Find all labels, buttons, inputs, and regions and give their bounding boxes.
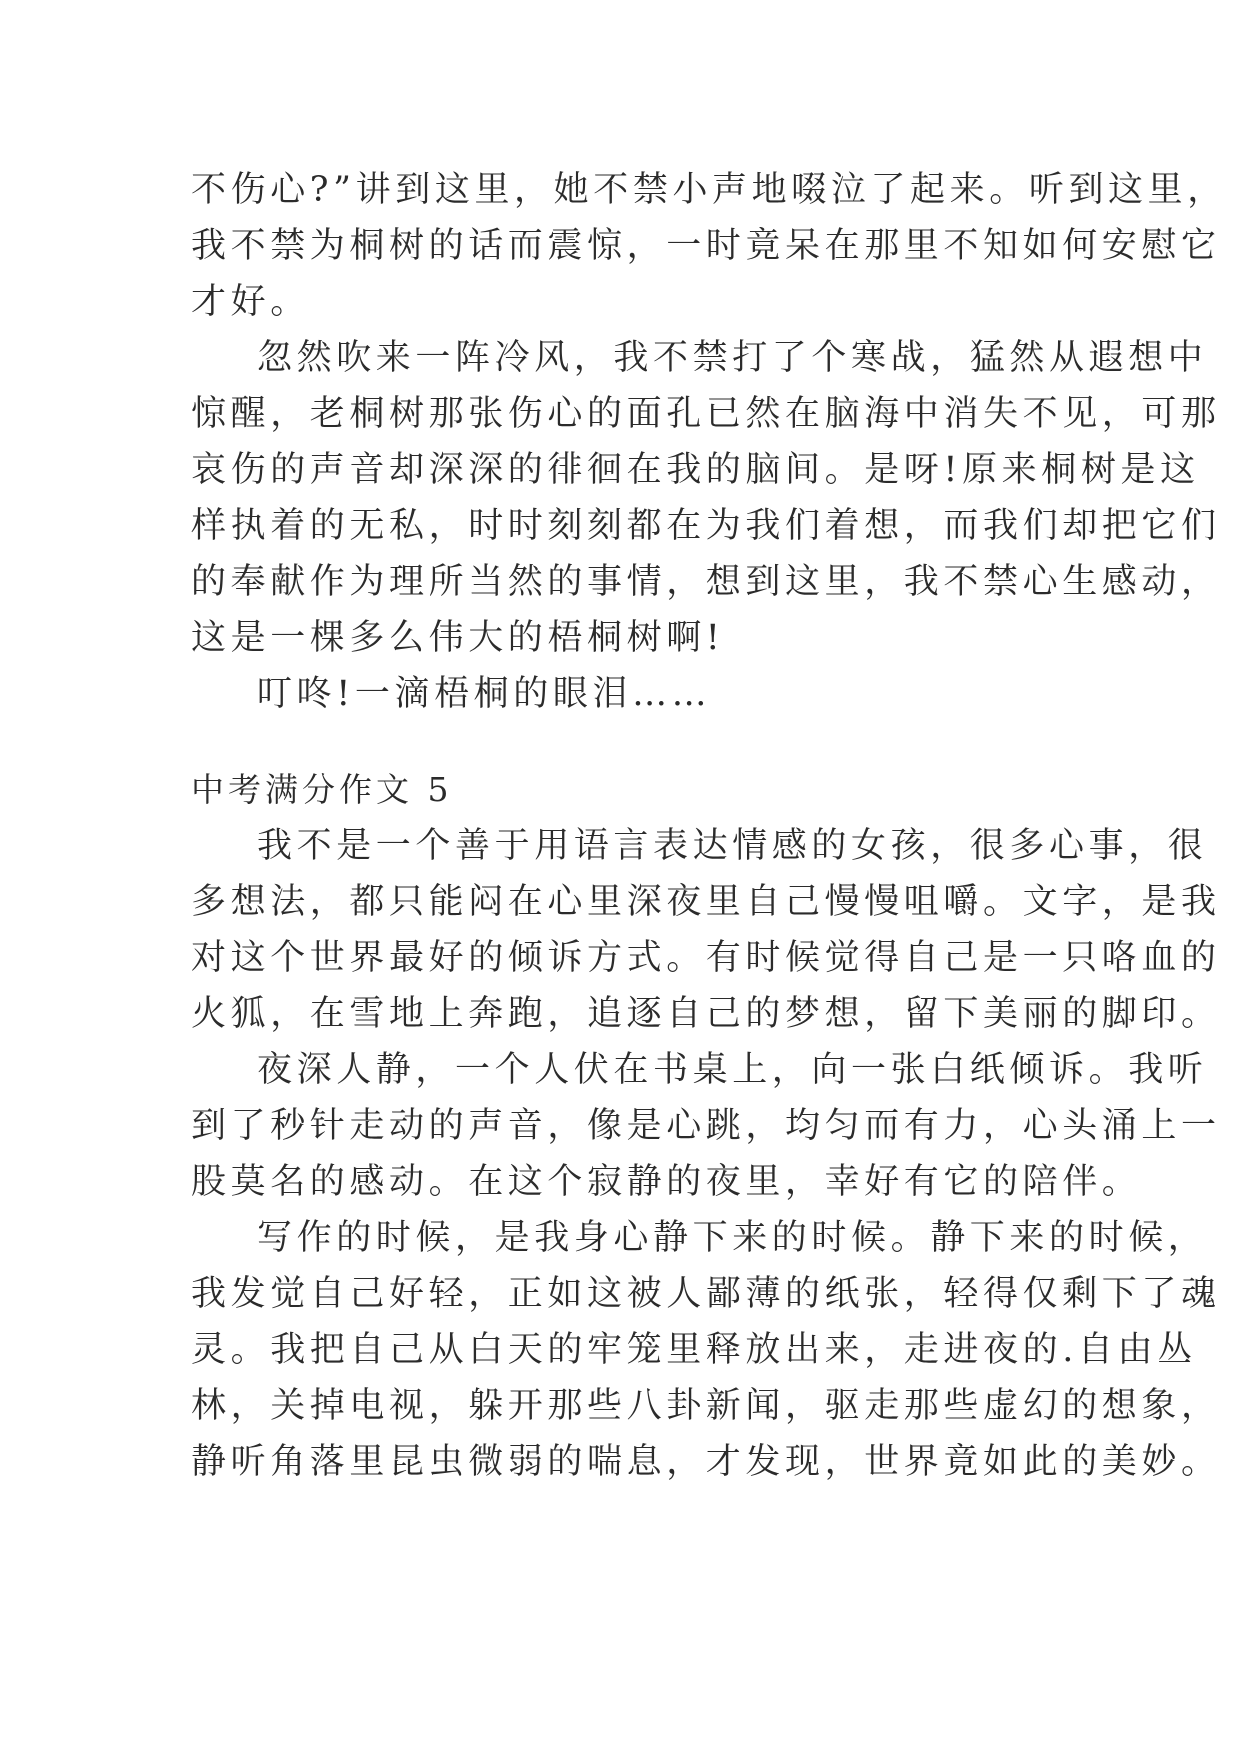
paragraph-line: 静听角落里昆虫微弱的喘息，才发现，世界竟如此的美妙。 — [191, 1442, 1221, 1482]
section-title: 中考满分作文 5 — [191, 770, 453, 809]
paragraph-line: 哀伤的声音却深深的徘徊在我的脑间。是呀!原来桐树是这 — [191, 450, 1200, 490]
paragraph-line: 这是一棵多么伟大的梧桐树啊! — [191, 618, 725, 658]
paragraph-line: 才好。 — [191, 282, 310, 322]
paragraph-first-line: 写作的时候，是我身心静下来的时候。静下来的时候， — [257, 1218, 1208, 1258]
paragraph-line: 火狐，在雪地上奔跑，追逐自己的梦想，留下美丽的脚印。 — [191, 994, 1221, 1034]
paragraph-line: 到了秒针走动的声音，像是心跳，均匀而有力，心头涌上一 — [191, 1106, 1221, 1146]
paragraph-line: 不伤心?”讲到这里，她不禁小声地啜泣了起来。听到这里， — [191, 170, 1227, 210]
paragraph-line: 林，关掉电视，躲开那些八卦新闻，驱走那些虚幻的想象， — [191, 1386, 1221, 1426]
paragraph-line: 多想法，都只能闷在心里深夜里自己慢慢咀嚼。文字，是我 — [191, 882, 1221, 922]
paragraph-line: 惊醒，老桐树那张伤心的面孔已然在脑海中消失不见，可那 — [191, 394, 1221, 434]
paragraph-first-line: 叮咚!一滴梧桐的眼泪…… — [257, 674, 712, 714]
paragraph-first-line: 忽然吹来一阵冷风，我不禁打了个寒战，猛然从遐想中 — [257, 338, 1208, 378]
paragraph-line: 我不禁为桐树的话而震惊，一时竟呆在那里不知如何安慰它 — [191, 226, 1221, 266]
paragraph-line: 灵。我把自己从白天的牢笼里释放出来，走进夜的.自由丛 — [191, 1330, 1197, 1370]
paragraph-line: 对这个世界最好的倾诉方式。有时候觉得自己是一只咯血的 — [191, 938, 1221, 978]
paragraph-line: 样执着的无私，时时刻刻都在为我们着想，而我们却把它们 — [191, 506, 1221, 546]
paragraph-line: 我发觉自己好轻，正如这被人鄙薄的纸张，轻得仅剩下了魂 — [191, 1274, 1221, 1314]
paragraph-line: 的奉献作为理所当然的事情，想到这里，我不禁心生感动， — [191, 562, 1221, 602]
paragraph-first-line: 夜深人静，一个人伏在书桌上，向一张白纸倾诉。我听 — [257, 1050, 1208, 1090]
paragraph-line: 股莫名的感动。在这个寂静的夜里，幸好有它的陪伴。 — [191, 1162, 1142, 1202]
paragraph-first-line: 我不是一个善于用语言表达情感的女孩，很多心事，很 — [257, 826, 1208, 866]
